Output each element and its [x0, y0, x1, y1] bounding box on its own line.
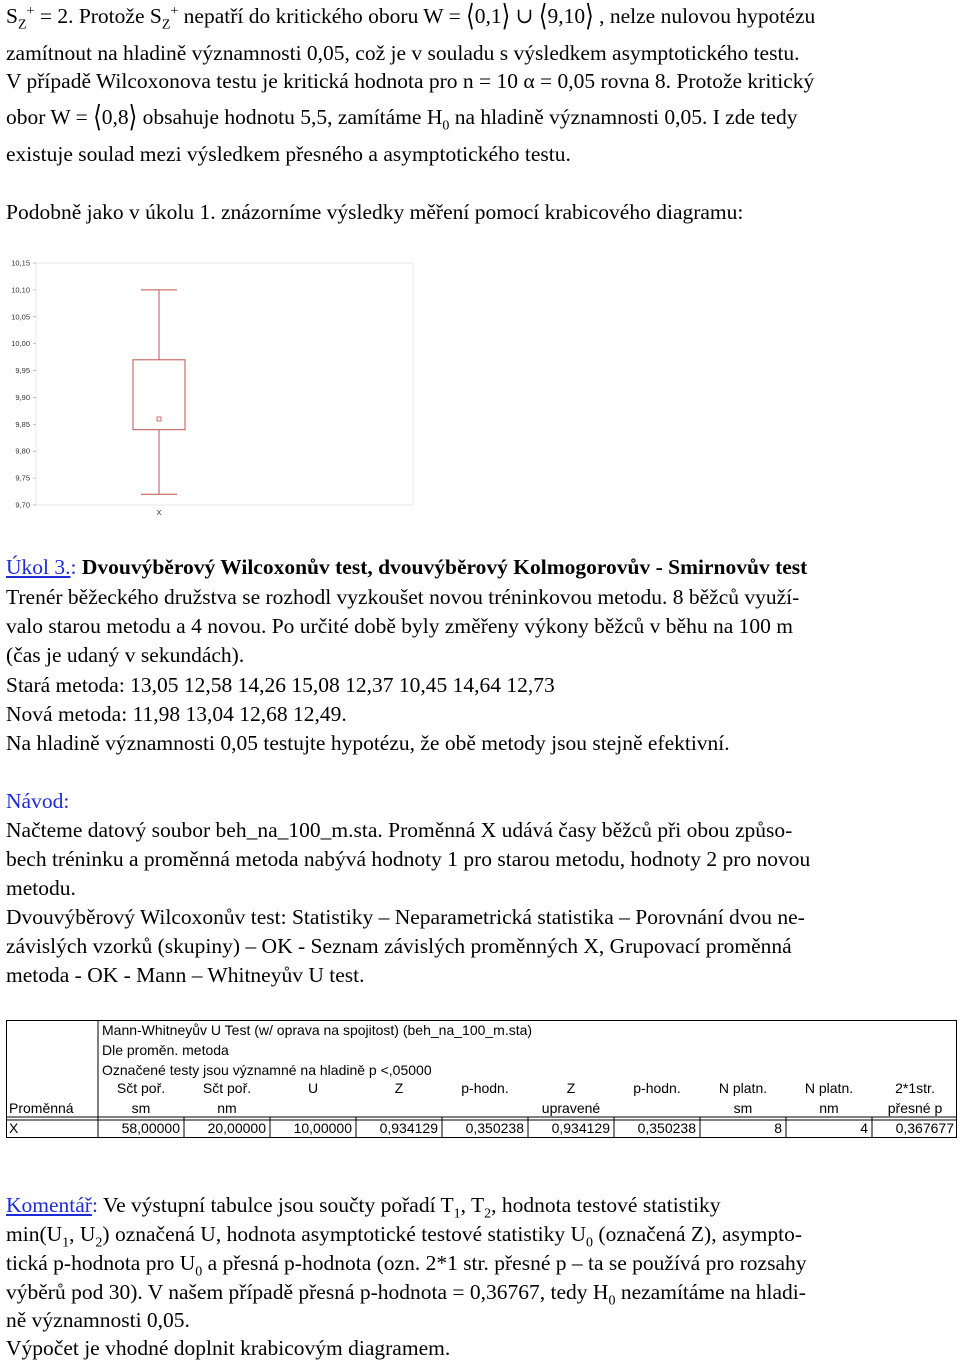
angle-bracket-right: ⟩ [585, 0, 594, 33]
y-tick-label: 10,10 [11, 285, 30, 295]
task-label: Úkol 3. [6, 555, 71, 579]
table-subtitle: Dle proměn. metoda [102, 1042, 229, 1058]
text-line: Načteme datový soubor beh_na_100_m.sta. Proměnná X udává časy běžců při obou způso- [6, 818, 793, 842]
text-line: Trenér běžeckého družstva se rozhodl vyzkoušet novou tréninkovou metodu. 8 běžců využí- [6, 585, 800, 609]
column-header: Z [394, 1080, 404, 1096]
text-line [6, 1220, 802, 1251]
text-span: , hodnota testové statistiky [491, 1193, 721, 1217]
text-line [6, 99, 798, 134]
text-line: Stará metoda: 13,05 12,58 14,26 15,08 12,37 10,45 14,64 12,73 [6, 673, 555, 697]
plot-frame [36, 263, 413, 505]
text-span: obor W = [6, 105, 94, 129]
text-line [6, 1249, 807, 1280]
table-cell: 0,350238 [637, 1120, 696, 1136]
text-span: Ve výstupní tabulce jsou součty pořadí T [97, 1193, 454, 1217]
column-header: p-hodn. [461, 1080, 509, 1096]
text-line: valo starou metodu a 4 novou. Po určité době byly změřeny výkony běžců v běhu na 100 m [6, 614, 793, 638]
column-header-sub: nm [819, 1100, 839, 1116]
subscript: 0 [195, 1264, 203, 1280]
y-tick-label: 9,80 [15, 446, 30, 456]
text-line: (čas je udaný v sekundách). [6, 643, 245, 667]
subscript: 0 [586, 1235, 594, 1251]
subscript: 0 [442, 118, 450, 134]
guide-label: Návod [6, 789, 64, 813]
text-span: nepatří do kritického oboru W = [178, 4, 467, 28]
median-marker [157, 417, 161, 421]
subscript: Z [161, 17, 171, 33]
column-header: p-hodn. [633, 1080, 681, 1096]
x-tick-label: X [156, 508, 162, 517]
superscript: + [170, 3, 179, 19]
text-span: S [6, 4, 18, 28]
y-tick-label: 9,75 [15, 473, 30, 483]
superscript: + [26, 3, 35, 19]
subscript: 2 [95, 1235, 103, 1251]
text-span: tická p-hodnota pro U [6, 1251, 196, 1275]
colon: : [63, 789, 70, 813]
table-cell: 0,934129 [379, 1120, 438, 1136]
angle-bracket-right: ⟩ [501, 0, 511, 33]
text-line: zamítnout na hladině významnosti 0,05, což je v souladu s výsledkem asymptotického testu. [6, 41, 800, 65]
subscript: 1 [453, 1206, 461, 1222]
text-span: nezamítáme na hladi- [615, 1280, 806, 1304]
text-line: Na hladině významnosti 0,05 testujte hypotézu, že obě metody jsou stejně efektivní. [6, 731, 730, 755]
text-line: metoda - OK - Mann – Whitneyův U test. [6, 963, 365, 987]
column-header: 2*1str. [895, 1080, 935, 1096]
y-tick-label: 9,90 [15, 392, 30, 402]
table-title: Mann-Whitneyův U Test (w/ oprava na spojitost) (beh_na_100_m.sta) [102, 1022, 533, 1038]
text-line: Podobně jako v úkolu 1. znázorníme výsledky měření pomocí krabicového diagramu: [6, 200, 744, 224]
text-line: závislých vzorků (skupiny) – OK - Seznam závislých proměnných X, Grupovací proměnná [6, 934, 792, 958]
column-header: Sčt poř. [116, 1080, 166, 1096]
text-span: obsahuje hodnotu 5,5, zamítáme H [137, 105, 443, 129]
row-label: X [9, 1120, 19, 1136]
text-line: bech tréninku a proměnná metoda nabývá hodnoty 1 pro starou metodu, hodnoty 2 pro novou [6, 847, 811, 871]
results-table [6, 1020, 958, 1140]
table-cell: 20,00000 [207, 1120, 266, 1136]
y-tick-label: 9,85 [15, 419, 30, 429]
angle-bracket-left: ⟨ [93, 99, 102, 134]
y-tick-label: 9,95 [15, 366, 30, 376]
angle-bracket-left: ⟨ [538, 0, 548, 33]
colon: : [91, 1193, 98, 1217]
text-line: Výpočet je vhodné doplnit krabicovým diagramem. [6, 1336, 451, 1360]
column-header-sub: sm [733, 1100, 753, 1116]
column-header-sub: nm [217, 1100, 237, 1116]
y-tick-label: 10,15 [11, 258, 30, 268]
text-span: ) označená U, hodnota asymptotické testové statistiky U [102, 1222, 587, 1246]
text-span: výběrů pod 30). V našem případě přesná p-hodnota = 0,36767, tedy H [6, 1280, 609, 1304]
text-span: (označená Z), asympto- [593, 1222, 802, 1246]
subscript: 0 [608, 1293, 616, 1309]
table-cell: 4 [860, 1120, 868, 1136]
text-line [6, 1191, 721, 1222]
table-cell: 0,934129 [551, 1120, 610, 1136]
column-header: Sčt poř. [202, 1080, 252, 1096]
set-value: 9,10 [547, 4, 586, 28]
table-cell: 58,00000 [121, 1120, 180, 1136]
angle-bracket-right: ⟩ [128, 99, 138, 134]
subscript: 2 [484, 1206, 492, 1222]
text-span: min(U [6, 1222, 63, 1246]
colon: : [70, 555, 77, 579]
text-line: existuje soulad mezi výsledkem přesného a asymptotického testu. [6, 142, 571, 166]
table-cell: 10,00000 [293, 1120, 352, 1136]
section-title [6, 787, 69, 815]
column-header-sub: přesné p [887, 1100, 943, 1116]
table-cell: 0,350238 [465, 1120, 524, 1136]
column-header: Z [566, 1080, 576, 1096]
text-span: , nelze nulovou hypotézu [593, 4, 816, 28]
table-cell: 0,367677 [895, 1120, 954, 1136]
task-title: Dvouvýběrový Wilcoxonův test, dvouvýběrový Kolmogorovův - Smirnovův test [76, 555, 808, 579]
text-line: Nová metoda: 11,98 13,04 12,68 12,49. [6, 702, 347, 726]
y-tick-label: 9,70 [15, 500, 30, 510]
union-symbol: ∪ [510, 4, 539, 28]
text-span: a přesná p-hodnota (ozn. 2*1 str. přesné p – ta se používá pro rozsahy [202, 1251, 807, 1275]
column-header: U [307, 1080, 319, 1096]
section-title [6, 553, 807, 581]
subscript: Z [17, 17, 27, 33]
angle-bracket-left: ⟨ [466, 0, 475, 33]
text-line [6, 0, 816, 33]
text-span: = 2. Protože S [34, 4, 162, 28]
text-line: V případě Wilcoxonova testu je kritická hodnota pro n = 10 α = 0,05 rovna 8. Protože kritický [6, 69, 815, 93]
text-span: , U [69, 1222, 96, 1246]
text-span: na hladině významnosti 0,05. I zde tedy [449, 105, 798, 129]
column-header-sub: upravené [541, 1100, 601, 1116]
set-value: 0,8 [101, 105, 129, 129]
text-span: , T [460, 1193, 485, 1217]
text-line [6, 1278, 806, 1309]
column-header: N platn. [718, 1080, 768, 1096]
set-value: 0,1 [474, 4, 502, 28]
subscript: 1 [62, 1235, 70, 1251]
table-note: Označené testy jsou významné na hladině p <,05000 [102, 1062, 432, 1078]
column-header-variable: Proměnná [9, 1100, 74, 1116]
column-header: N platn. [804, 1080, 854, 1096]
box-plot-chart [0, 240, 420, 530]
text-line: metodu. [6, 876, 76, 900]
column-header-sub: sm [131, 1100, 151, 1116]
y-tick-label: 10,00 [11, 339, 30, 349]
text-line: Dvouvýběrový Wilcoxonův test: Statistiky – Neparametrická statistika – Porovnání dvou ne- [6, 905, 805, 929]
table-cell: 8 [774, 1120, 782, 1136]
text-line: ně významnosti 0,05. [6, 1308, 190, 1332]
y-tick-label: 10,05 [11, 312, 30, 322]
comment-label: Komentář [6, 1193, 92, 1217]
